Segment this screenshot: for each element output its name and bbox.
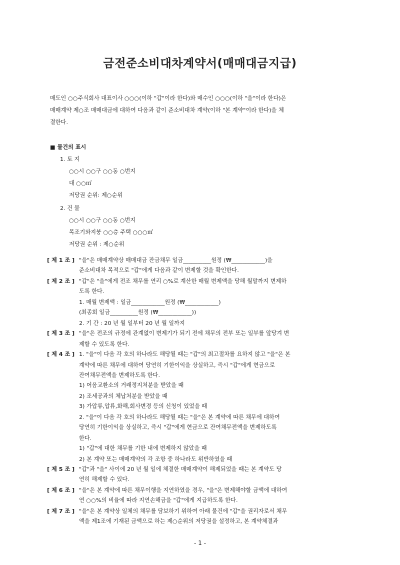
article-text: 2) 본 계약 또는 매매계약의 각 조항 중 하나라도 위반하였을 때: [79, 456, 233, 463]
land-line: 대 ○○㎡: [69, 181, 92, 187]
intro-line: 매매계약 제○조 매매대금에 대하여 다음과 같이 준소비대차 계약(이하 "본 계약"이라 한다)을 체: [50, 108, 284, 114]
article-text: "갑"과 "을" 사이에 20 년 월 일에 체결한 매매계약이 해제되었을 때는 본 계약도 당: [79, 467, 282, 473]
article-text: 연 ○○%의 비율에 따라 지연손해금을 "갑"에게 지급하도록 한다.: [79, 498, 238, 505]
article-text: 3) 가압류,압류,화해,회사변경 등의 신청이 있었을 때: [79, 404, 208, 411]
article-text: 잔여채무전액을 변제하도록 한다.: [79, 372, 160, 379]
building-line: 목조기와지붕 ○○층 주택 ○○○㎡: [69, 230, 153, 236]
article-label: [ 제 6 조 ]: [47, 487, 75, 494]
article-label: [ 제 5 조 ]: [47, 467, 75, 473]
article-text: "을"은 매매계약상 매매대금 잔금채무 일금__________원정 (₩____________)을: [79, 258, 273, 264]
article-label: [ 제 1 조 ]: [47, 258, 75, 264]
article-text: "을"은 본 계약에 따른 채무이행을 지연하였을 경우, "을"은 변제해야할 금액에 대하여: [79, 487, 288, 494]
article-text: "갑"은 "을"에게 전조 채무를 연리 ○%로 계산한 매월 변제액을 당해 월말까지 변제하: [79, 278, 287, 285]
article-text: 2) 조세공과의 체납처분을 받았을 때: [79, 393, 168, 400]
document-title: 금전준소비대차계약서(매매대금지급): [103, 56, 297, 70]
article-text: 제할 수 있도록 한다.: [79, 341, 130, 348]
article-text: 2. 기 간 : 20 년 월 일부터 20 년 월 일까지: [79, 320, 185, 327]
article-text: 액을 제1조에 기재된 금액으로 하는 제○순위의 저당권을 설정하고, 본 계약체결과: [79, 519, 279, 526]
land-label: 1. 토 지: [60, 157, 80, 163]
building-line: 저당권 순위 : 제○순위: [69, 242, 125, 248]
property-heading: ■ 물건의 표시: [50, 145, 87, 151]
article-text: 연히 해제할 수 있다.: [79, 477, 130, 484]
building-line: ○○시 ○○구 ○○동 ○번지: [69, 218, 136, 224]
article-text: 준소비대차 목적으로 "갑"에게 다음과 같이 변제할 것을 확인한다.: [79, 268, 239, 275]
article-text: 한다.: [79, 435, 92, 442]
land-line: ○○시 ○○구 ○○동 ○번지: [69, 169, 136, 175]
article-label: [ 제 4 조 ]: [47, 352, 75, 359]
article-text: (최종회 일금__________원정 (₩____________)): [79, 310, 197, 317]
article-label: [ 제 3 조 ]: [47, 331, 75, 338]
article-text: 1) 어음교환소의 거래정지처분을 받았을 때: [79, 383, 184, 390]
building-label: 2. 건 물: [60, 206, 80, 212]
article-text: 계약에 따른 채무에 대하여 당연히 기한이익을 상실하고, 즉시 "갑"에게 현금으로: [79, 362, 275, 369]
article-text: "을"은 전조의 규정에 관계없이 변제기가 되기 전에 채무의 전부 또는 일부를 앞당겨 변: [79, 331, 290, 338]
land-line: 저당권 순위: 제○순위: [69, 193, 123, 199]
article-text: 도록 한다.: [79, 289, 105, 296]
article-text: 2. "을"이 다음 각 호의 하나라도 해당될 때는 "을"은 본 계약에 따른 채무에 대하여: [79, 414, 280, 421]
article-label: [ 제 2 조 ]: [47, 278, 75, 285]
article-text: 1) "갑"에 대한 채무를 기한 내에 변제하지 않았을 때: [79, 446, 207, 453]
article-text: "을"은 본 계약상 일체의 채무를 담보하기 위하여 아래 물건에 "갑"을 권리자로서 채무: [79, 508, 288, 515]
page-number: - 1 -: [194, 540, 206, 547]
article-text: 1. "을"이 다음 각 호의 하나라도 해당될 때는 "갑"의 최고절차를 요하지 않고 "을"은 본: [79, 352, 291, 359]
intro-line: 결한다.: [50, 120, 68, 126]
intro-line: 매도인 ○○주식회사 대표이사 ○○○(이하 "갑"이라 한다)와 매수인 ○○○(이하 "을"이라 한다)은: [50, 96, 287, 102]
article-text: 당연히 기한이익을 상실하고, 즉시 "갑"에게 현금으로 잔여채무전액을 변제하도록: [79, 425, 277, 432]
article-text: 1. 매월 변제액 : 일금____________원정 (₩____________): [79, 299, 221, 306]
article-label: [ 제 7 조 ]: [47, 508, 75, 515]
